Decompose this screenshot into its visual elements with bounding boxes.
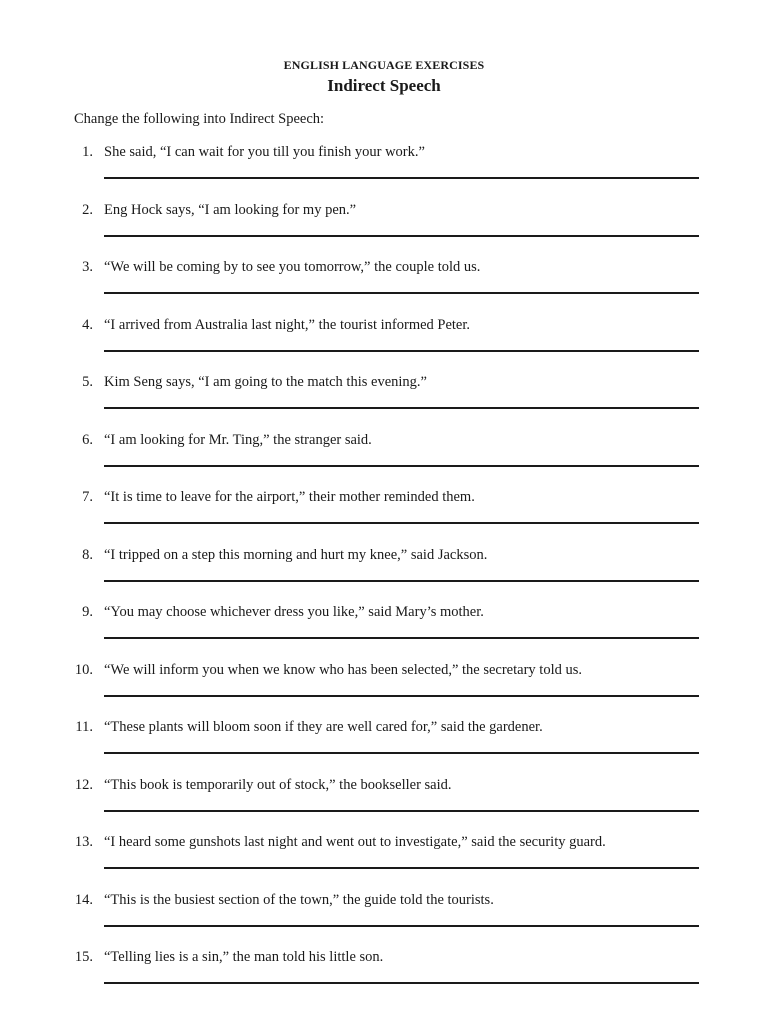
question-number: 8. bbox=[82, 546, 93, 563]
question-number: 11. bbox=[75, 719, 93, 735]
question-number: 3. bbox=[82, 259, 93, 275]
question-item bbox=[0, 259, 768, 299]
answer-line bbox=[104, 925, 699, 927]
question-item bbox=[0, 202, 768, 242]
answer-line bbox=[104, 350, 699, 352]
answer-line bbox=[104, 407, 699, 409]
question-text: “We will inform you when we know who has been selected,” the secretary told us. bbox=[104, 661, 582, 678]
question-text: “We will be coming by to see you tomorrow,” the couple told us. bbox=[104, 259, 481, 275]
question-item bbox=[0, 144, 768, 184]
question-number: 6. bbox=[82, 431, 93, 448]
instruction-text: Change the following into Indirect Speech: bbox=[74, 111, 325, 127]
question-number: 12. bbox=[74, 776, 93, 793]
question-text: “I heard some gunshots last night and went out to investigate,” said the security guard. bbox=[104, 834, 606, 850]
question-item bbox=[0, 489, 768, 529]
question-text: “This is the busiest section of the town,” the guide told the tourists. bbox=[104, 891, 494, 908]
question-number: 2. bbox=[82, 201, 93, 218]
answer-line bbox=[104, 522, 699, 524]
question-text: “I tripped on a step this morning and hurt my knee,” said Jackson. bbox=[104, 546, 488, 563]
answer-line bbox=[104, 810, 699, 812]
worksheet-subtitle: ENGLISH LANGUAGE EXERCISES bbox=[283, 58, 485, 72]
question-text: “You may choose whichever dress you like,” said Mary’s mother. bbox=[104, 604, 484, 620]
question-text: Kim Seng says, “I am going to the match this evening.” bbox=[104, 374, 427, 390]
question-text: “This book is temporarily out of stock,” the bookseller said. bbox=[104, 776, 452, 793]
question-number: 5. bbox=[82, 374, 93, 390]
question-number: 9. bbox=[82, 604, 93, 620]
answer-line bbox=[104, 982, 699, 984]
answer-line bbox=[104, 580, 699, 582]
question-item bbox=[0, 547, 768, 587]
question-item bbox=[0, 317, 768, 357]
answer-line bbox=[104, 292, 699, 294]
question-text: “These plants will bloom soon if they are well cared for,” said the gardener. bbox=[104, 719, 543, 735]
question-number: 10. bbox=[74, 661, 93, 678]
question-text: “Telling lies is a sin,” the man told his little son. bbox=[104, 949, 384, 965]
answer-line bbox=[104, 752, 699, 754]
answer-line bbox=[104, 235, 699, 237]
answer-line bbox=[104, 637, 699, 639]
question-number: 1. bbox=[82, 144, 93, 160]
question-item bbox=[0, 604, 768, 644]
question-item bbox=[0, 834, 768, 874]
answer-line bbox=[104, 867, 699, 869]
question-text: She said, “I can wait for you till you finish your work.” bbox=[104, 144, 425, 160]
question-item bbox=[0, 892, 768, 932]
answer-line bbox=[104, 695, 699, 697]
question-item bbox=[0, 949, 768, 989]
question-item bbox=[0, 719, 768, 759]
answer-line bbox=[104, 465, 699, 467]
question-text: “It is time to leave for the airport,” their mother reminded them. bbox=[104, 489, 475, 505]
question-number: 15. bbox=[74, 949, 93, 965]
question-text: Eng Hock says, “I am looking for my pen.” bbox=[104, 201, 357, 218]
question-text: “I am looking for Mr. Ting,” the stranger said. bbox=[104, 431, 372, 448]
question-item bbox=[0, 777, 768, 817]
question-number: 7. bbox=[82, 489, 93, 505]
question-item bbox=[0, 432, 768, 472]
question-item bbox=[0, 374, 768, 414]
question-number: 13. bbox=[74, 834, 93, 850]
question-item bbox=[0, 662, 768, 702]
question-number: 4. bbox=[82, 316, 93, 333]
question-text: “I arrived from Australia last night,” the tourist informed Peter. bbox=[104, 316, 471, 333]
worksheet-title: Indirect Speech bbox=[327, 76, 441, 95]
question-number: 14. bbox=[74, 891, 93, 908]
answer-line bbox=[104, 177, 699, 179]
